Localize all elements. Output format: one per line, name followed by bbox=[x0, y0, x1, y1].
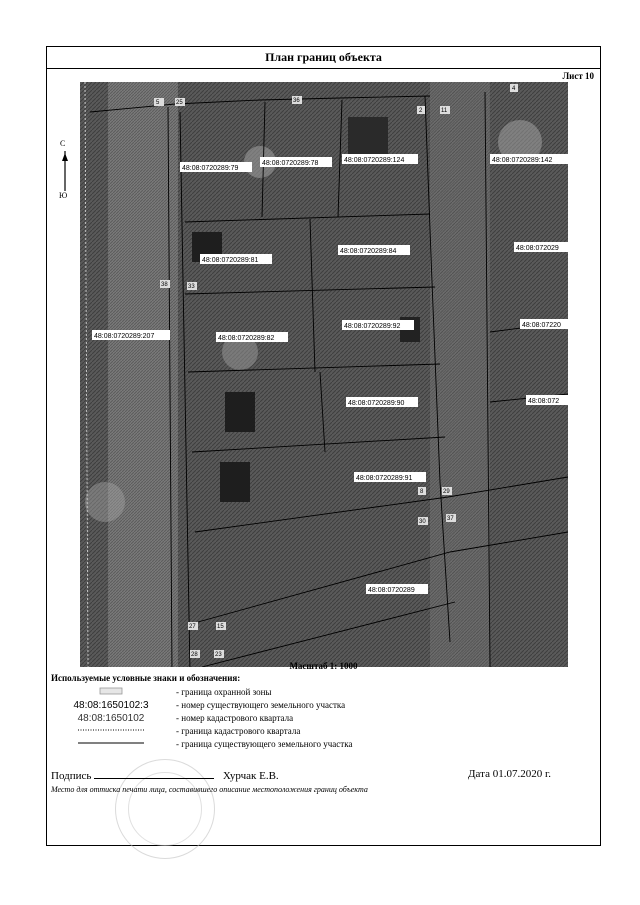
svg-text:23: 23 bbox=[215, 652, 222, 658]
svg-text:37: 37 bbox=[447, 516, 454, 522]
compass-north-label: С bbox=[60, 139, 66, 148]
svg-text:48:08:072: 48:08:072 bbox=[528, 398, 560, 405]
svg-text:48:08:0720289:142: 48:08:0720289:142 bbox=[492, 157, 553, 164]
point-label bbox=[188, 622, 198, 630]
solid-line-icon bbox=[76, 739, 146, 747]
svg-text:5: 5 bbox=[156, 100, 160, 106]
signer-name: Хурчак Е.В. bbox=[222, 770, 279, 782]
svg-text:48:08:0720289:78: 48:08:0720289:78 bbox=[262, 160, 319, 167]
legend-item-protection-zone: - граница охранной зоны bbox=[51, 687, 591, 699]
legend-heading: Используемые условные знаки и обозначения: bbox=[51, 673, 241, 683]
parcel-label bbox=[520, 319, 568, 329]
page-title: План границ объекта bbox=[47, 47, 600, 69]
legend-item-parcel-number: 48:08:1650102:3 - номер существующего земельного участка bbox=[73, 700, 346, 711]
zone-boundary-icon bbox=[99, 687, 123, 695]
protection-zone-symbol bbox=[51, 687, 171, 697]
parcel-label bbox=[260, 157, 332, 167]
svg-text:33: 33 bbox=[188, 284, 195, 290]
parcel-label bbox=[338, 245, 410, 255]
svg-text:11: 11 bbox=[441, 108, 448, 114]
point-label bbox=[214, 650, 224, 658]
parcel-label bbox=[92, 330, 170, 340]
document-frame bbox=[46, 46, 601, 846]
legend-item-quarter-boundary: - граница кадастрового квартала bbox=[51, 726, 591, 738]
svg-text:2: 2 bbox=[419, 108, 423, 114]
point-label bbox=[292, 96, 302, 104]
svg-text:48:08:0720289:81: 48:08:0720289:81 bbox=[202, 257, 259, 264]
point-label bbox=[442, 487, 452, 495]
point-label bbox=[216, 622, 226, 630]
svg-text:30: 30 bbox=[419, 519, 426, 525]
point-label bbox=[440, 106, 450, 114]
quarter-boundary-symbol bbox=[51, 726, 171, 736]
parcel-label bbox=[526, 395, 568, 405]
map-scale: Масштаб 1: 1000 bbox=[289, 661, 358, 671]
svg-text:36: 36 bbox=[293, 98, 300, 104]
svg-text:48:08:0720289:82: 48:08:0720289:82 bbox=[218, 335, 275, 342]
svg-text:48:08:07220: 48:08:07220 bbox=[522, 322, 561, 329]
point-label bbox=[154, 98, 164, 106]
svg-text:8: 8 bbox=[420, 489, 424, 495]
svg-text:28: 28 bbox=[191, 652, 198, 658]
svg-text:38: 38 bbox=[161, 282, 168, 288]
svg-text:48:08:0720289:91: 48:08:0720289:91 bbox=[356, 475, 413, 482]
signature-blank bbox=[94, 768, 214, 779]
svg-text:48:08:0720289:84: 48:08:0720289:84 bbox=[340, 248, 397, 255]
svg-text:48:08:0720289:90: 48:08:0720289:90 bbox=[348, 400, 405, 407]
svg-text:48:08:0720289:124: 48:08:0720289:124 bbox=[344, 157, 405, 164]
parcel-label bbox=[354, 472, 426, 482]
point-label bbox=[187, 282, 197, 290]
signature-line bbox=[51, 768, 591, 782]
stamp-note: Место для оттиска печати лица, составившего описание местоположения границ объекта bbox=[51, 785, 368, 794]
north-arrow-icon bbox=[59, 139, 77, 219]
svg-text:48:08:0720289:92: 48:08:0720289:92 bbox=[344, 323, 401, 330]
svg-text:29: 29 bbox=[443, 489, 450, 495]
svg-text:27: 27 bbox=[189, 624, 196, 630]
svg-text:48:08:0720289:79: 48:08:0720289:79 bbox=[182, 165, 239, 172]
point-label bbox=[160, 280, 170, 288]
parcel-label bbox=[342, 320, 414, 330]
parcel-label bbox=[366, 584, 428, 594]
point-label bbox=[175, 98, 185, 106]
point-label bbox=[446, 514, 456, 522]
svg-text:48:08:0720289:207: 48:08:0720289:207 bbox=[94, 333, 155, 340]
signature-label: Подпись bbox=[51, 770, 92, 782]
orthophoto-map bbox=[80, 82, 568, 667]
sheet-number: Лист 10 bbox=[562, 71, 594, 81]
legend-item-quarter-number: 48:08:1650102 - номер кадастрового квартала bbox=[77, 713, 294, 724]
point-label bbox=[417, 106, 425, 114]
signature-date: Дата 01.07.2020 г. bbox=[468, 768, 551, 780]
svg-text:48:08:072029: 48:08:072029 bbox=[516, 245, 559, 252]
parcel-boundary-symbol bbox=[51, 739, 171, 749]
parcel-label bbox=[180, 162, 252, 172]
point-label bbox=[418, 517, 428, 525]
parcel-label bbox=[514, 242, 568, 252]
parcel-label bbox=[216, 332, 288, 342]
point-label bbox=[510, 84, 518, 92]
point-label bbox=[190, 650, 200, 658]
map-drawing bbox=[80, 82, 568, 667]
svg-text:25: 25 bbox=[176, 100, 183, 106]
svg-text:48:08:0720289: 48:08:0720289 bbox=[368, 587, 415, 594]
dotted-line-icon bbox=[76, 726, 146, 734]
legend-item-parcel-boundary: - граница существующего земельного участка bbox=[51, 739, 591, 751]
parcel-label bbox=[346, 397, 418, 407]
svg-text:15: 15 bbox=[217, 624, 224, 630]
compass-south-label: Ю bbox=[59, 191, 68, 200]
parcel-label bbox=[490, 154, 568, 164]
parcel-label bbox=[342, 154, 418, 164]
point-label bbox=[418, 487, 426, 495]
svg-text:4: 4 bbox=[512, 86, 516, 92]
parcel-label bbox=[200, 254, 272, 264]
compass bbox=[59, 139, 77, 219]
